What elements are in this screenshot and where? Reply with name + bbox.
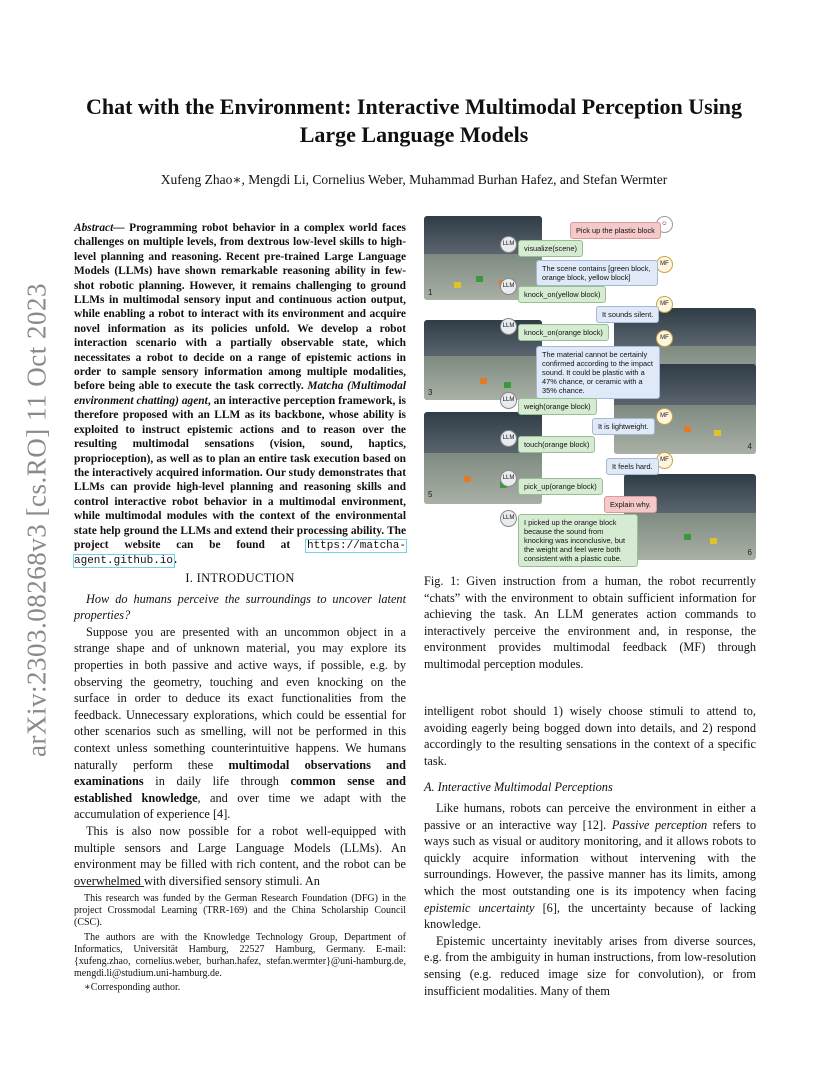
footnote-corresponding: ∗Corresponding author. xyxy=(84,982,181,994)
command-knock-orange: knock_on(orange block) xyxy=(518,324,609,341)
footnote-affiliation: The authors are with the Knowledge Technology Group, Department of Informatics, Universität Hamburg, 22527 Hamburg, Germany. E-mail: {xufeng.zhao, cornelius.weber, burhan.hafez, stefan.wermter}@uni-hamburg.de, mengdi.li@studium.uni-hamburg.de. xyxy=(74,931,406,980)
command-pick-up: pick_up(orange block) xyxy=(518,478,603,495)
matcha-name: Matcha (Multimodal environment chatting) agent xyxy=(74,380,406,407)
section-heading: I. INTRODUCTION xyxy=(185,571,295,585)
mf-tag: MF xyxy=(656,256,673,273)
human-followup: Explain why. xyxy=(604,496,657,513)
feedback-weight: It is lightweight. xyxy=(592,418,655,435)
arxiv-identifier: arXiv:2303.08268v3 [cs.RO] 11 Oct 2023 xyxy=(21,283,52,757)
scene-panel-6: 6 xyxy=(624,474,756,560)
llm-tag: LLM xyxy=(500,470,517,487)
paper-title: Chat with the Environment: Interactive Multimodal Perception Using Large Language Models xyxy=(85,94,743,147)
mf-tag: MF xyxy=(656,296,673,313)
feedback-visual: The scene contains [green block, orange block, yellow block] xyxy=(536,260,658,286)
llm-tag: LLM xyxy=(500,278,517,295)
feedback-sound-material: The material cannot be certainly confirmed according to the impact sound. It could be plastic with a 47% chance, or ceramic with a 35% chance. xyxy=(536,346,660,399)
llm-tag: LLM xyxy=(500,430,517,447)
subsection-heading: A. Interactive Multimodal Perceptions xyxy=(424,780,613,795)
feedback-sound-silent: It sounds silent. xyxy=(596,306,659,323)
command-weigh: weigh(orange block) xyxy=(518,398,597,415)
footnote-rule xyxy=(74,886,144,887)
figure-1 xyxy=(424,212,756,564)
scene-panel-1: 1 xyxy=(424,216,542,300)
paragraph-continuation: intelligent robot should 1) wisely choose stimuli to attend to, avoiding eagerly being bogged down into details, and 2) respond accordingly to the resulting sensations in the context of a specific task. xyxy=(424,704,756,768)
footnotes xyxy=(74,893,406,997)
abstract: Abstract— Programming robot behavior in a complex world faces challenges on multiple levels, from dextrous low-level skills to high-level planning and reasoning. Recent pre-trained Large Language Models (LLMs) have shown remarkable reasoning ability in few-shot robotic planning. However, it remains challenging to ground LLMs in multimodal sensory input and continuous action output, while enabling a robot to interact with its environment and acquire novel information as its policies unfold. We develop a robot interaction scenario with a partially observable state, which necessitates a robot to decide on a range of epistemic actions in order to sample sensory information among multiple modalities, before being able to execute the task correctly. Matcha (Multimodal environment chatting) agent, an interactive perception framework, is therefore proposed with an LLM as its backbone, whose ability is exploited to instruct epistemic actions and to reason over the resulting multimodal sensations (vision, sound, haptics, proprioception), as well as to plan an entire task execution based on the interactively acquired information. Our study demonstrates that LLMs can provide high-level planning and reasoning skills and control interactive robot behavior in a multimodal environment, while multimodal modules with the context of the environmental state help ground the LLMs and extend their processing ability. The project website can be found at https://matcha-agent.github.io. xyxy=(74,222,406,568)
intro-paragraph-2: This is also now possible for a robot well-equipped with multiple sensors and Large Language Models (LLMs). An environment may be filled with rich content, and the robot can be overwhelmed with diversified sensory stimuli. An xyxy=(74,823,406,888)
mf-tag: MF xyxy=(656,452,673,469)
llm-tag: LLM xyxy=(500,510,517,527)
command-visualize: visualize(scene) xyxy=(518,240,583,257)
paragraph-uncertainty: Epistemic uncertainty inevitably arises from diverse sources, e.g. from the ambiguity in human instructions, from low-resolution sensing (e.g. reduced image size for convolution), or from insufficient modalities. Many of them xyxy=(424,933,756,998)
introduction-section xyxy=(74,566,406,889)
feedback-haptic: It feels hard. xyxy=(606,458,659,475)
abstract-label: Abstract— xyxy=(74,222,125,234)
llm-tag: LLM xyxy=(500,392,517,409)
command-touch: touch(orange block) xyxy=(518,436,595,453)
intro-question: How do humans perceive the surroundings to uncover latent properties? xyxy=(74,591,406,623)
command-knock-yellow: knock_on(yellow block) xyxy=(518,286,606,303)
project-url-link[interactable]: https://matcha-agent.github.io xyxy=(74,539,406,568)
footnote-funding: This research was funded by the German Research Foundation (DFG) in the project Crossmodal Learning (TRR-169) and the China Scholarship Council (CSC). xyxy=(74,893,406,929)
scene-panel-5: 5 xyxy=(424,412,542,504)
mf-tag: MF xyxy=(656,330,673,347)
final-explanation: I picked up the orange block because the sound from knocking was inconclusive, but the weight and feel were both consistent with a plastic cube. xyxy=(518,514,638,567)
right-column-text xyxy=(424,703,756,999)
scene-panel-3: 3 xyxy=(424,320,542,400)
human-instruction: Pick up the plastic block xyxy=(570,222,661,239)
figure-1-caption: Fig. 1: Given instruction from a human, the robot recurrently “chats” with the environment to obtain sufficient information for achieving the task. An LLM generates action commands to interactively perceive the environment and, in response, the environment provides multimodal feedback (MF) through multimodal perception modules. xyxy=(424,574,756,671)
author-list: Xufeng Zhao∗, Mengdi Li, Cornelius Weber, Muhammad Burhan Hafez, and Stefan Wermter xyxy=(160,172,668,187)
llm-tag: LLM xyxy=(500,318,517,335)
mf-tag: MF xyxy=(656,408,673,425)
intro-paragraph-1: Suppose you are presented with an uncommon object in a strange shape and of unknown material, you may explore its properties in both passive and active ways, if possible, e.g. by observing the geometry, touching and even knocking on the surface in order to deduce its exact functionalities from the feedback. Unnecessary explorations, which could be essential for other scenarios such as smelling, will not be performed in this context unless something counterintuitive happens. We humans naturally perform these multimodal observations and examinations in daily life through common sense and established knowledge, and over time we adapt with the accumulation of experience [4]. xyxy=(74,624,406,822)
llm-tag: LLM xyxy=(500,236,517,253)
human-icon: ☺ xyxy=(656,216,673,233)
paragraph-perception: Like humans, robots can perceive the environment in either a passive or an interactive way [12]. Passive perception refers to ways such as visual or auditory monitoring, and it allows robots to quickly acquire information without intervening with the surroundings. However, the passive manner has its limits, among which the most outstanding one is its impotency when facing epistemic uncertainty [6], the uncertainty because of lacking knowledge. xyxy=(424,800,757,932)
scene-panel-4: 4 xyxy=(614,364,756,454)
